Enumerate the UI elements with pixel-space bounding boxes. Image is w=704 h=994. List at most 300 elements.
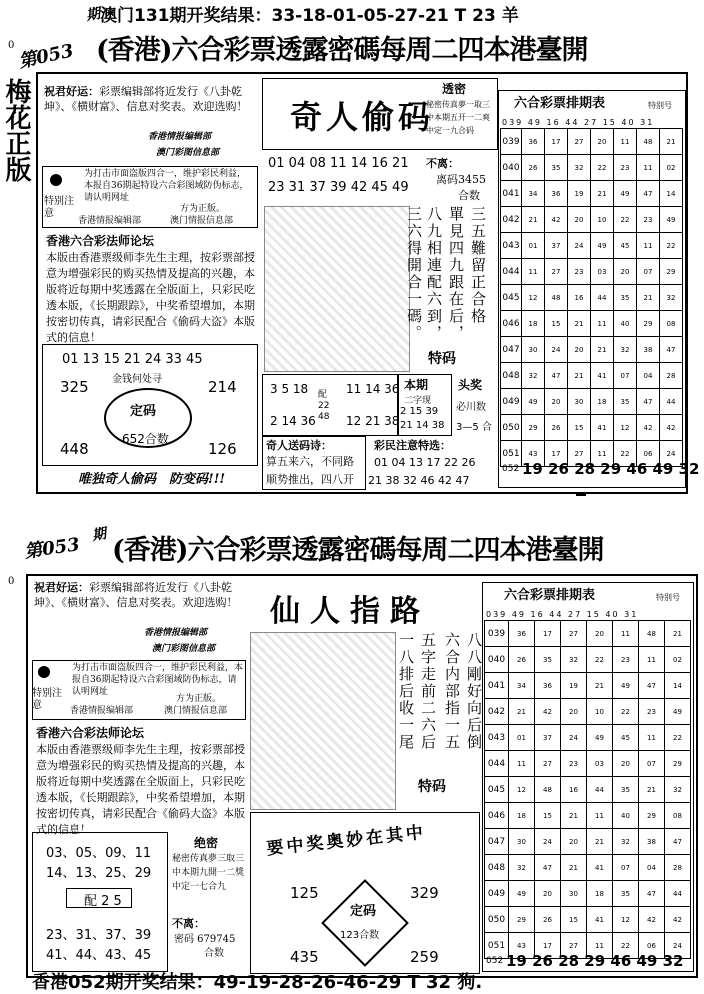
notice-sign-1: 方为正版。 xyxy=(180,204,226,214)
ranking-number-cell: 20 xyxy=(561,699,587,725)
ranking-number-cell: 45 xyxy=(613,725,639,751)
pair-text-2: 配 2 5 xyxy=(84,894,122,909)
center-count-1: 652合数 xyxy=(122,432,169,446)
ranking-number-cell: 21 xyxy=(591,181,614,207)
ranking-number-cell: 21 xyxy=(665,621,691,647)
head-prize-sub-1: 必川数 xyxy=(456,402,486,413)
forum-title-2: 香港六合彩法师论坛 xyxy=(36,726,145,740)
top-result-banner: 澳门131期开奖结果：33-18-01-05-27-21 T 23 羊 xyxy=(100,6,519,26)
greeting-block-2 xyxy=(34,580,246,610)
ranking-issue-cell: 050 xyxy=(501,415,522,441)
ranking-issue-cell: 045 xyxy=(485,777,509,803)
ranking-number-cell: 03 xyxy=(587,751,613,777)
no-leave-1: 不离： xyxy=(426,157,459,170)
pair-left-bot-1: 2 14 36 xyxy=(270,414,316,428)
ranking-row xyxy=(501,129,683,155)
bomb-icon-2 xyxy=(38,666,50,678)
ranking-row xyxy=(501,363,683,389)
ranking-number-cell: 21 xyxy=(587,673,613,699)
ranking-number-cell: 23 xyxy=(614,155,637,181)
ranking-number-cell: 21 xyxy=(637,285,660,311)
ranking-number-cell: 32 xyxy=(509,855,535,881)
ranking-number-cell: 11 xyxy=(509,751,535,777)
greeting-sign-2-2: 澳门彩图信息部 xyxy=(152,644,216,654)
center-count-2: 123合数 xyxy=(340,930,380,941)
poem-col-1-1: 三五難留正合格 xyxy=(469,206,487,325)
ranking-number-cell: 21 xyxy=(568,311,591,337)
no-leave-val-2: 密码 679745 xyxy=(174,934,236,945)
ranking-number-cell: 48 xyxy=(535,777,561,803)
ranking-row xyxy=(485,621,691,647)
diamond-tl-1: 325 xyxy=(60,378,89,396)
nums-a1-2: 03、05、09、11 xyxy=(46,846,152,861)
panel1-title: (香港)六合彩票透露密碼每周二四本港臺開 xyxy=(96,35,588,66)
ranking-issue-cell: 043 xyxy=(501,233,522,259)
ranking-issue-cell: 051 xyxy=(485,933,509,959)
poem-col-4-2: 一八排后收一尾 xyxy=(397,632,415,751)
ranking-number-cell: 12 xyxy=(509,777,535,803)
ranking-number-cell: 49 xyxy=(665,699,691,725)
pair-right-top-1: 11 14 36 xyxy=(346,382,400,396)
ranking-number-cell: 22 xyxy=(665,725,691,751)
ranking-number-cell: 47 xyxy=(545,363,568,389)
ranking-issue-cell: 042 xyxy=(485,699,509,725)
ranking-number-cell: 18 xyxy=(509,803,535,829)
ranking-number-cell: 47 xyxy=(639,673,665,699)
ranking-number-cell: 42 xyxy=(637,415,660,441)
ranking-number-cell: 10 xyxy=(587,699,613,725)
ranking-number-cell: 22 xyxy=(587,647,613,673)
arc-text-1: 金钱何处寻 xyxy=(112,374,162,385)
ranking-number-cell: 30 xyxy=(509,829,535,855)
ranking-number-cell: 11 xyxy=(587,803,613,829)
special-label-2: 特码 xyxy=(418,779,446,795)
ranking-number-cell: 20 xyxy=(613,751,639,777)
ranking-number-cell: 32 xyxy=(561,647,587,673)
ranking-number-cell: 49 xyxy=(614,181,637,207)
greeting-sign-1-2: 香港情报编辑部 xyxy=(144,628,208,638)
ranking-number-cell: 48 xyxy=(545,285,568,311)
greeting-body-2: 彩票编辑部将近发行《八卦乾坤》、《横财富》、信息对奖表。欢迎选购！ xyxy=(34,581,238,609)
ranking-title-2: 六合彩票排期表 xyxy=(504,588,596,603)
ranking-number-cell: 21 xyxy=(568,363,591,389)
ranking-number-cell: 27 xyxy=(545,259,568,285)
ranking-issue-cell: 051 xyxy=(501,441,522,467)
notice-sign-right-2: 澳门情报信息部 xyxy=(164,706,228,716)
ranking-number-cell: 21 xyxy=(587,829,613,855)
ranking-number-cell: 32 xyxy=(568,155,591,181)
ranking-number-cell: 16 xyxy=(568,285,591,311)
ranking-number-cell: 32 xyxy=(665,777,691,803)
ranking-number-cell: 49 xyxy=(660,207,683,233)
greeting-title: 祝君好运： xyxy=(44,85,99,98)
ranking-number-cell: 29 xyxy=(637,311,660,337)
ranking-number-cell: 17 xyxy=(535,621,561,647)
ranking-number-cell: 47 xyxy=(639,881,665,907)
greeting-sign-1: 香港情报编辑部 xyxy=(148,132,212,142)
ranking-tag-2: 特别号 xyxy=(656,593,680,602)
no-leave-2: 不离： xyxy=(172,917,205,930)
issue-number-2: 第053 xyxy=(23,534,81,563)
head-prize-label-1: 头奖 xyxy=(458,378,483,392)
ranking-row xyxy=(485,725,691,751)
ranking-number-cell: 34 xyxy=(509,673,535,699)
ranking-row xyxy=(501,207,683,233)
ranking-row xyxy=(485,881,691,907)
arc-text-2: 要中奖奥妙在其中 xyxy=(265,822,427,860)
ranking-row xyxy=(501,389,683,415)
diamond-br-2: 259 xyxy=(410,948,439,966)
divider-dash xyxy=(576,494,586,496)
ranking-issue-cell: 040 xyxy=(501,155,522,181)
panel2-title: (香港)六合彩票透露密碼每周二四本港臺開 xyxy=(112,535,604,566)
ranking-number-cell: 30 xyxy=(522,337,545,363)
ranking-number-cell: 47 xyxy=(660,337,683,363)
ranking-number-cell: 35 xyxy=(614,285,637,311)
ranking-number-cell: 11 xyxy=(637,155,660,181)
this-issue-n1-1: 2 15 39 xyxy=(400,406,439,417)
special-label-1: 特码 xyxy=(428,351,456,367)
ranking-issue-cell: 045 xyxy=(501,285,522,311)
ranking-number-cell: 35 xyxy=(613,881,639,907)
center-label-2: 定码 xyxy=(350,904,377,919)
ranking-number-cell: 24 xyxy=(660,441,683,467)
ranking-number-cell: 03 xyxy=(591,259,614,285)
ranking-number-cell: 06 xyxy=(639,933,665,959)
ranking-issue-cell: 039 xyxy=(485,621,509,647)
ranking-number-cell: 49 xyxy=(587,725,613,751)
ranking-number-cell: 27 xyxy=(561,933,587,959)
ranking-number-cell: 28 xyxy=(665,855,691,881)
poem-col-1-2: 八八剛好向后倒 xyxy=(465,632,483,751)
ranking-number-cell: 36 xyxy=(522,129,545,155)
ranking-issue-cell: 044 xyxy=(501,259,522,285)
ranking-number-cell: 20 xyxy=(535,881,561,907)
last-row-nums-2: 19 26 28 29 46 49 32 xyxy=(506,952,684,970)
ranking-row xyxy=(485,907,691,933)
ranking-issue-cell: 049 xyxy=(501,389,522,415)
ranking-number-cell: 23 xyxy=(568,259,591,285)
ranking-number-cell: 35 xyxy=(613,777,639,803)
ranking-number-cell: 27 xyxy=(568,441,591,467)
ranking-number-cell: 16 xyxy=(561,777,587,803)
pair-mid-1: 配 22 48 xyxy=(318,390,330,422)
ranking-number-cell: 21 xyxy=(561,855,587,881)
diamond-bl-1: 448 xyxy=(60,440,89,458)
ranking-number-cell: 10 xyxy=(591,207,614,233)
poem-col-2-1: 單見四九跟在后， xyxy=(447,206,465,342)
ranking-number-cell: 22 xyxy=(613,699,639,725)
ranking-number-cell: 47 xyxy=(535,855,561,881)
last-row-label-1: 052 xyxy=(502,464,520,474)
diamond-br-1: 126 xyxy=(208,440,237,458)
greeting-body: 彩票编辑部将近发行《八卦乾坤》、《横财富》、信息对奖表。欢迎选购！ xyxy=(44,85,248,113)
ranking-number-cell: 23 xyxy=(637,207,660,233)
ranking-number-cell: 41 xyxy=(587,855,613,881)
ranking-number-cell: 24 xyxy=(665,933,691,959)
ranking-number-cell: 48 xyxy=(639,621,665,647)
ranking-number-cell: 18 xyxy=(587,881,613,907)
ranking-number-cell: 20 xyxy=(568,207,591,233)
ranking-row xyxy=(501,337,683,363)
ranking-number-cell: 47 xyxy=(637,389,660,415)
center-label-1: 定码 xyxy=(130,404,157,419)
notice-sign-left-2: 香港情报编辑部 xyxy=(70,706,134,716)
ranking-number-cell: 07 xyxy=(614,363,637,389)
ranking-number-cell: 36 xyxy=(545,181,568,207)
ranking-number-cell: 24 xyxy=(535,829,561,855)
ranking-number-cell: 23 xyxy=(561,751,587,777)
ranking-row xyxy=(485,777,691,803)
issue-number-1: 第053 xyxy=(16,40,76,73)
ranking-number-cell: 17 xyxy=(545,129,568,155)
nums-a2-2: 14、13、25、29 xyxy=(46,866,152,881)
ranking-number-cell: 20 xyxy=(587,621,613,647)
ranking-number-cell: 38 xyxy=(639,829,665,855)
ranking-number-cell: 21 xyxy=(509,699,535,725)
ranking-number-cell: 15 xyxy=(561,907,587,933)
ranking-number-cell: 44 xyxy=(587,777,613,803)
pair-left-top-1: 3 5 18 xyxy=(270,382,309,396)
ranking-number-cell: 49 xyxy=(613,673,639,699)
bomb-icon xyxy=(50,174,62,186)
ranking-number-cell: 44 xyxy=(660,389,683,415)
ranking-issue-cell: 048 xyxy=(485,855,509,881)
ranking-row xyxy=(485,855,691,881)
ranking-number-cell: 22 xyxy=(591,155,614,181)
ranking-number-cell: 22 xyxy=(660,233,683,259)
diamond-tr-1: 214 xyxy=(208,378,237,396)
secret-body-1: 秘密传真夢一取三中本期五开一二爽中定一九合码 xyxy=(426,100,490,135)
ranking-number-cell: 06 xyxy=(637,441,660,467)
ranking-issue-cell: 046 xyxy=(485,803,509,829)
ranking-row xyxy=(501,311,683,337)
ranking-number-cell: 42 xyxy=(660,415,683,441)
ranking-number-cell: 43 xyxy=(522,441,545,467)
center-title-1: 奇人偷码 xyxy=(290,98,435,136)
ranking-number-cell: 14 xyxy=(665,673,691,699)
ranking-number-cell: 04 xyxy=(637,363,660,389)
ranking-row xyxy=(501,415,683,441)
secret-body-2: 秘密传真夢三取三中本期九開一二獎中定一七合九 xyxy=(172,854,245,892)
poem-col-3-1: 八九相連配六到， xyxy=(425,206,443,342)
ranking-number-cell: 18 xyxy=(522,311,545,337)
nums-b2-2: 41、44、43、45 xyxy=(46,948,152,963)
ranking-issue-cell: 041 xyxy=(485,673,509,699)
notice-sign-right-1: 澳门情报信息部 xyxy=(170,216,234,226)
ranking-number-cell: 29 xyxy=(522,415,545,441)
ranking-number-cell: 20 xyxy=(591,129,614,155)
diamond-tl-2: 125 xyxy=(290,884,319,902)
ranking-number-cell: 12 xyxy=(522,285,545,311)
ranking-number-cell: 20 xyxy=(561,829,587,855)
ranking-number-cell: 15 xyxy=(568,415,591,441)
ranking-number-cell: 20 xyxy=(568,337,591,363)
ranking-number-cell: 29 xyxy=(639,803,665,829)
ranking-number-cell: 22 xyxy=(614,207,637,233)
ranking-row xyxy=(485,699,691,725)
poem-col-3-2: 五字走前二六后 xyxy=(419,632,437,751)
ranking-number-cell: 35 xyxy=(535,647,561,673)
ranking-number-cell: 41 xyxy=(587,907,613,933)
ranking-issue-cell: 048 xyxy=(501,363,522,389)
ranking-number-cell: 36 xyxy=(509,621,535,647)
code-row-1-1: 01 04 08 11 14 16 21 xyxy=(268,156,409,171)
ranking-number-cell: 23 xyxy=(613,647,639,673)
ranking-number-cell: 49 xyxy=(591,233,614,259)
ranking-number-cell: 22 xyxy=(613,933,639,959)
select-row2-1: 21 38 32 46 42 47 xyxy=(368,474,470,487)
ranking-number-cell: 07 xyxy=(637,259,660,285)
ranking-number-cell: 11 xyxy=(639,647,665,673)
ranking-number-cell: 11 xyxy=(522,259,545,285)
ranking-row xyxy=(501,285,683,311)
ranking-number-cell: 32 xyxy=(614,337,637,363)
ranking-issue-cell: 050 xyxy=(485,907,509,933)
ranking-row xyxy=(485,647,691,673)
ranking-number-cell: 11 xyxy=(639,725,665,751)
ranking-number-cell: 07 xyxy=(639,751,665,777)
ranking-number-cell: 44 xyxy=(591,285,614,311)
ranking-number-cell: 11 xyxy=(613,621,639,647)
forum-body-2: 本版由香港票级师李先生主理，按彩票部授意为增强彩民的购买热情及提高的兴趣，本版将近每期中奖透露在全版面上，只彩民吃透本版，《长期跟踪》，中奖希望增加，本期按密切传真，请彩民配合《偷码大盗》本版式的信息！ xyxy=(36,743,245,836)
center-title-2: 仙人指路 xyxy=(270,594,430,629)
ranking-issue-cell: 047 xyxy=(485,829,509,855)
ranking-number-cell: 38 xyxy=(637,337,660,363)
pair-right-bot-1: 12 21 38 xyxy=(346,414,400,428)
ranking-row xyxy=(485,751,691,777)
nums-b1-2: 23、31、37、39 xyxy=(46,928,152,943)
ranking-number-cell: 49 xyxy=(509,881,535,907)
ranking-number-cell: 42 xyxy=(545,207,568,233)
ranking-issue-cell: 049 xyxy=(485,881,509,907)
ranking-number-cell: 28 xyxy=(660,363,683,389)
ranking-number-cell: 26 xyxy=(522,155,545,181)
ranking-number-cell: 42 xyxy=(639,907,665,933)
ranking-number-cell: 29 xyxy=(665,751,691,777)
send-title-1: 奇人送码诗： xyxy=(266,439,332,452)
ranking-number-cell: 27 xyxy=(561,621,587,647)
ranking-number-cell: 26 xyxy=(535,907,561,933)
ranking-number-cell: 07 xyxy=(613,855,639,881)
ranking-number-cell: 32 xyxy=(660,285,683,311)
zero-mark-2: 0 xyxy=(8,576,15,587)
send-body2-1: 顺势推出，四八开 xyxy=(266,473,354,486)
ranking-number-cell: 01 xyxy=(522,233,545,259)
illustration-thieves xyxy=(264,206,410,372)
ranking-row xyxy=(485,803,691,829)
this-issue-n2-1: 21 14 38 xyxy=(400,420,445,431)
ranking-number-cell: 24 xyxy=(561,725,587,751)
ranking-number-cell: 02 xyxy=(660,155,683,181)
no-leave-val-1: 离码3455 xyxy=(436,173,486,186)
ranking-number-cell: 19 xyxy=(568,181,591,207)
ranking-number-cell: 29 xyxy=(509,907,535,933)
ranking-number-cell: 24 xyxy=(568,233,591,259)
ranking-number-cell: 47 xyxy=(665,829,691,855)
ranking-tag-1: 特别号 xyxy=(648,101,672,110)
ranking-number-cell: 02 xyxy=(665,647,691,673)
ranking-number-cell: 19 xyxy=(561,673,587,699)
ranking-issue-cell: 047 xyxy=(501,337,522,363)
ranking-number-cell: 36 xyxy=(535,673,561,699)
illustration-immortals xyxy=(250,632,396,810)
notice-sign-1-2: 方为正版。 xyxy=(176,694,222,704)
ranking-issue-cell: 040 xyxy=(485,647,509,673)
ranking-number-cell: 35 xyxy=(545,155,568,181)
select-title-1: 彩民注意特选： xyxy=(374,439,451,452)
ranking-title-1: 六合彩票排期表 xyxy=(514,96,606,111)
notice-tag-2: 特别注意 xyxy=(32,688,62,711)
forum-body-1: 本版由香港票级师李先生主理，按彩票部授意为增强彩民的购买热情及提高的兴趣，本版将近每期中奖透露在全版面上，只彩民吃透本版，《长期跟踪》，中奖希望增加，本期按密切传真，请彩民配合《偷码大盗》本版式的信息！ xyxy=(46,251,255,344)
ranking-number-cell: 26 xyxy=(509,647,535,673)
ranking-number-cell: 01 xyxy=(509,725,535,751)
notice-body-1: 为打击市面盗版四合一，维护彩民利益，本报自36期起特设六合彩图域防伪标志，请认明网址 xyxy=(84,169,249,203)
poem-col-2-2: 六合内部指一五 xyxy=(443,632,461,751)
ranking-number-cell: 17 xyxy=(535,933,561,959)
poem-col-4-1: 三六得開合一碼。 xyxy=(405,206,423,342)
ranking-number-cell: 41 xyxy=(591,415,614,441)
ranking-number-cell: 20 xyxy=(614,259,637,285)
ranking-number-cell: 37 xyxy=(535,725,561,751)
ranking-issue-cell: 039 xyxy=(501,129,522,155)
forum-title-1: 香港六合彩法师论坛 xyxy=(46,234,155,248)
no-leave-sum-1: 合数 xyxy=(458,189,480,202)
ranking-number-cell: 37 xyxy=(545,233,568,259)
notice-tag-1: 特别注意 xyxy=(44,196,74,219)
select-row1-1: 01 04 13 17 22 26 xyxy=(374,456,476,469)
this-issue-sub-1: 二字现 xyxy=(404,396,432,406)
ranking-number-cell: 49 xyxy=(522,389,545,415)
ranking-row xyxy=(501,259,683,285)
ranking-number-cell: 14 xyxy=(660,181,683,207)
greeting-sign-2: 澳门彩图信息部 xyxy=(156,148,220,158)
diamond-tr-2: 329 xyxy=(410,884,439,902)
ranking-number-cell: 04 xyxy=(639,855,665,881)
ranking-number-cell: 30 xyxy=(561,881,587,907)
ranking-number-cell: 11 xyxy=(587,933,613,959)
code-row-2-1: 23 31 37 39 42 45 49 xyxy=(268,180,409,195)
ranking-number-cell: 45 xyxy=(614,233,637,259)
ranking-number-cell: 20 xyxy=(545,389,568,415)
ranking-number-cell: 22 xyxy=(614,441,637,467)
secret-title-2: 绝密 xyxy=(194,836,219,850)
greeting-block-1 xyxy=(44,84,254,114)
ranking-number-cell: 11 xyxy=(591,441,614,467)
ranking-number-cell: 44 xyxy=(665,881,691,907)
ranking-number-cell: 08 xyxy=(660,311,683,337)
ranking-row xyxy=(501,233,683,259)
ranking-number-cell: 32 xyxy=(522,363,545,389)
greeting-title-2: 祝君好运： xyxy=(34,581,89,594)
ranking-number-cell: 29 xyxy=(660,259,683,285)
ranking-number-cell: 11 xyxy=(637,233,660,259)
ranking-number-cell: 34 xyxy=(522,181,545,207)
send-body1-1: 算五来六，不同路 xyxy=(266,455,354,468)
secret-title-1: 透密 xyxy=(442,82,467,96)
numbers-row-1: 01 13 15 21 24 33 45 xyxy=(62,352,203,367)
side-label: 梅花正版 xyxy=(1,78,31,182)
ranking-number-cell: 23 xyxy=(639,699,665,725)
ranking-number-cell: 47 xyxy=(637,181,660,207)
last-row-nums-1: 19 26 28 29 46 49 32 xyxy=(522,460,700,478)
ranking-number-cell: 40 xyxy=(614,311,637,337)
ranking-number-cell: 27 xyxy=(568,129,591,155)
ranking-number-cell: 26 xyxy=(545,415,568,441)
ranking-number-cell: 32 xyxy=(613,829,639,855)
ranking-number-cell: 15 xyxy=(545,311,568,337)
notice-body-2: 为打击市面盗版四合一，维护彩民利益，本报自36期起特设六合彩图域防伪标志，请认明网址 xyxy=(72,663,244,697)
